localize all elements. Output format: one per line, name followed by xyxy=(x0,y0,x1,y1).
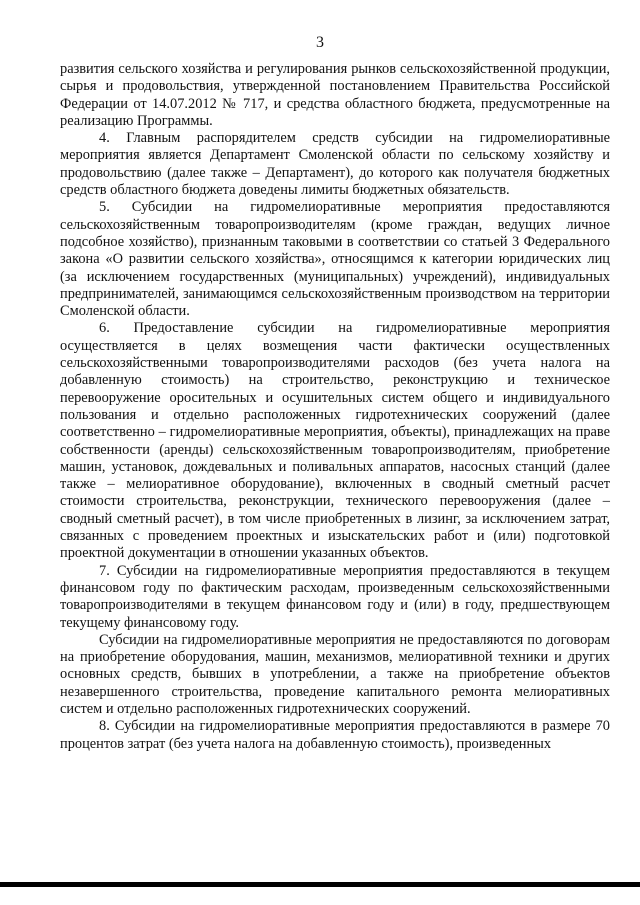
paragraph-5: 5. Субсидии на гидромелиоративные мероприятия предоставляются сельскохозяйственным товаропроизводителям (кроме граждан, ведущих личное подсобное хозяйство), признанным таковыми в соответствии со статьей 3 Федерального закона «О развитии сельского хозяйства», относящимся к категории юридических лиц (за исключением государственных (муниципальных) учреждений), индивидуальных предпринимателей, занимающимся сельскохозяйственным производством на территории Смоленской области. xyxy=(60,199,610,320)
paragraph-intro: развития сельского хозяйства и регулирования рынков сельскохозяйственной продукции, сырья и продовольствия, утвержденной постановлением Правительства Российской Федерации от 14.07.2012 № 717, и средства областного бюджета, предусмотренные на реализацию Программы. xyxy=(60,61,610,129)
paragraph-6: 6. Предоставление субсидии на гидромелиоративные мероприятия осуществляется в целях возмещения части фактически осуществленных сельскохозяйственными товаропроизводителями расходов (без учета налога на добавленную стоимость) на строительство, реконструкцию и техническое перевооружение оросительных и осушительных систем общего и индивидуального пользования и отдельно расположенных гидротехнических сооружений (далее соответственно – гидромелиоративные мероприятия, объекты), принадлежащих на праве собственности (аренды) сельскохозяйственным товаропроизводителям, приобретение машин, установок, дождевальных и поливальных аппаратов, насосных станций (далее также – мелиоративное оборудование), включенных в сводный сметный расчет стоимости строительства, реконструкции, технического перевооружения (далее – сводный сметный расчет), в том числе приобретенных в лизинг, за исключением затрат, связанных с проведением проектных и изыскательских работ и (или) подготовкой проектной документации в отношении указанных объектов. xyxy=(60,320,610,562)
paragraph-4: 4. Главным распорядителем средств субсидии на гидромелиоративные мероприятия является Департамент Смоленской области по сельскому хозяйству и продовольствию (далее также – Департамент), до которого как получателя бюджетных средств областного бюджета доведены лимиты бюджетных обязательств. xyxy=(60,130,610,199)
document-body xyxy=(60,61,610,753)
paragraph-7: 7. Субсидии на гидромелиоративные мероприятия предоставляются в текущем финансовом году по фактическим расходам, произведенным сельскохозяйственными товаропроизводителями в текущем финансовом году и (или) в году, предшествующем текущему финансовому году. xyxy=(60,562,610,631)
bottom-rule xyxy=(0,882,640,887)
page-number: 3 xyxy=(316,34,324,51)
paragraph-7-exclusions: Субсидии на гидромелиоративные мероприятия не предоставляются по договорам на приобретение оборудования, машин, механизмов, мелиоративной техники и других основных средств, бывших в употреблении, а также на приобретение объектов незавершенного строительства, проведение капитального ремонта мелиоративных систем и отдельно расположенных гидротехнических сооружений. xyxy=(60,631,610,717)
paragraph-8: 8. Субсидии на гидромелиоративные мероприятия предоставляются в размере 70 процентов затрат (без учета налога на добавленную стоимость), произведенных xyxy=(60,718,610,752)
